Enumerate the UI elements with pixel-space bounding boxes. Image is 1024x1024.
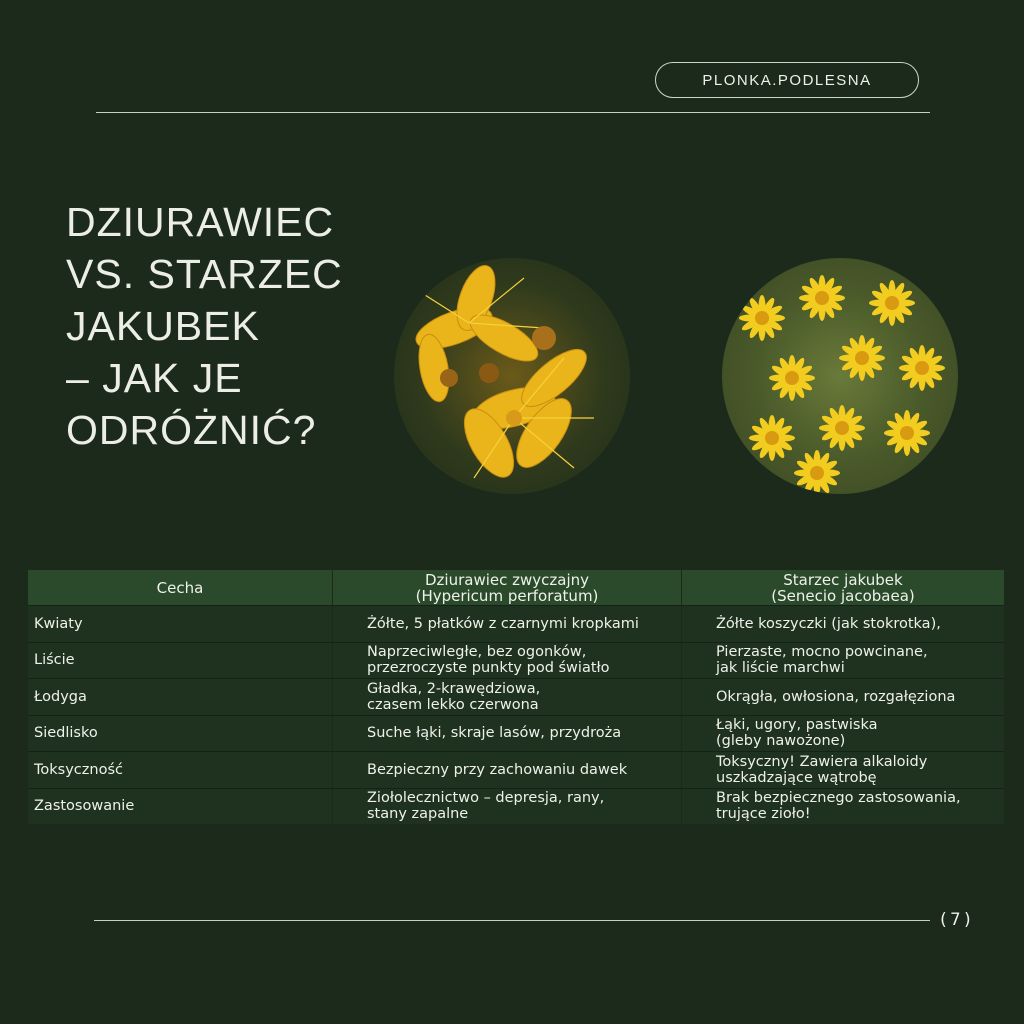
st-johns-wort-flower-photo xyxy=(394,258,630,494)
table-row xyxy=(28,642,1004,679)
ragwort-flower-drawing xyxy=(722,258,958,494)
table-row xyxy=(28,605,1004,642)
title-line: – JAK JE xyxy=(66,355,243,401)
table-header xyxy=(28,570,1004,605)
comparison-table xyxy=(28,570,1004,824)
brand-badge xyxy=(655,62,919,98)
hypericum-cell: Ziołolecznictwo – depresja, rany, stany zapalne xyxy=(332,789,681,825)
top-divider xyxy=(96,112,930,113)
table-row xyxy=(28,751,1004,788)
title-line: DZIURAWIEC xyxy=(66,199,335,245)
header-senecio: Starzec jakubek (Senecio jacobaea) xyxy=(681,570,1004,605)
hypericum-cell: Suche łąki, skraje lasów, przydroża xyxy=(332,716,681,752)
title-line: VS. STARZEC xyxy=(66,251,343,297)
senecio-cell: Żółte koszyczki (jak stokrotka), xyxy=(681,606,1004,642)
bottom-divider xyxy=(94,920,930,921)
senecio-cell: Okrągła, owłosiona, rozgałęziona xyxy=(681,679,1004,715)
table-row xyxy=(28,715,1004,752)
feature-cell: Liście xyxy=(34,652,75,669)
feature-cell: Łodyga xyxy=(34,688,87,705)
hypericum-cell: Żółte, 5 płatków z czarnymi kropkami xyxy=(332,606,681,642)
header-hypericum: Dziurawiec zwyczajny (Hypericum perforatum) xyxy=(332,570,681,605)
table-body xyxy=(28,605,1004,824)
header-feature: Cecha xyxy=(156,578,204,597)
senecio-cell: Toksyczny! Zawiera alkaloidy uszkadzające wątrobę xyxy=(681,752,1004,788)
title-line: JAKUBEK xyxy=(66,303,260,349)
hypericum-cell: Gładka, 2-krawędziowa, czasem lekko czerwona xyxy=(332,679,681,715)
title-line: ODRÓŻNIĆ? xyxy=(66,407,317,453)
senecio-cell: Brak bezpiecznego zastosowania, trujące zioło! xyxy=(681,789,1004,825)
page-number: (7) xyxy=(938,910,975,930)
table-row xyxy=(28,788,1004,825)
hypericum-cell: Bezpieczny przy zachowaniu dawek xyxy=(332,752,681,788)
brand-name: PLONKA.PODLESNA xyxy=(702,71,872,89)
page-title xyxy=(66,196,386,456)
hypericum-cell: Naprzeciwległe, bez ogonków, przezroczyste punkty pod światło xyxy=(332,643,681,679)
table-row xyxy=(28,678,1004,715)
feature-cell: Kwiaty xyxy=(34,615,83,632)
feature-cell: Toksyczność xyxy=(34,761,123,778)
st-johns-wort-flower-drawing xyxy=(394,258,630,494)
senecio-cell: Łąki, ugory, pastwiska (gleby nawożone) xyxy=(681,716,1004,752)
ragwort-flower-photo xyxy=(722,258,958,494)
feature-cell: Siedlisko xyxy=(34,725,98,742)
feature-cell: Zastosowanie xyxy=(34,798,135,815)
senecio-cell: Pierzaste, mocno powcinane, jak liście marchwi xyxy=(681,643,1004,679)
